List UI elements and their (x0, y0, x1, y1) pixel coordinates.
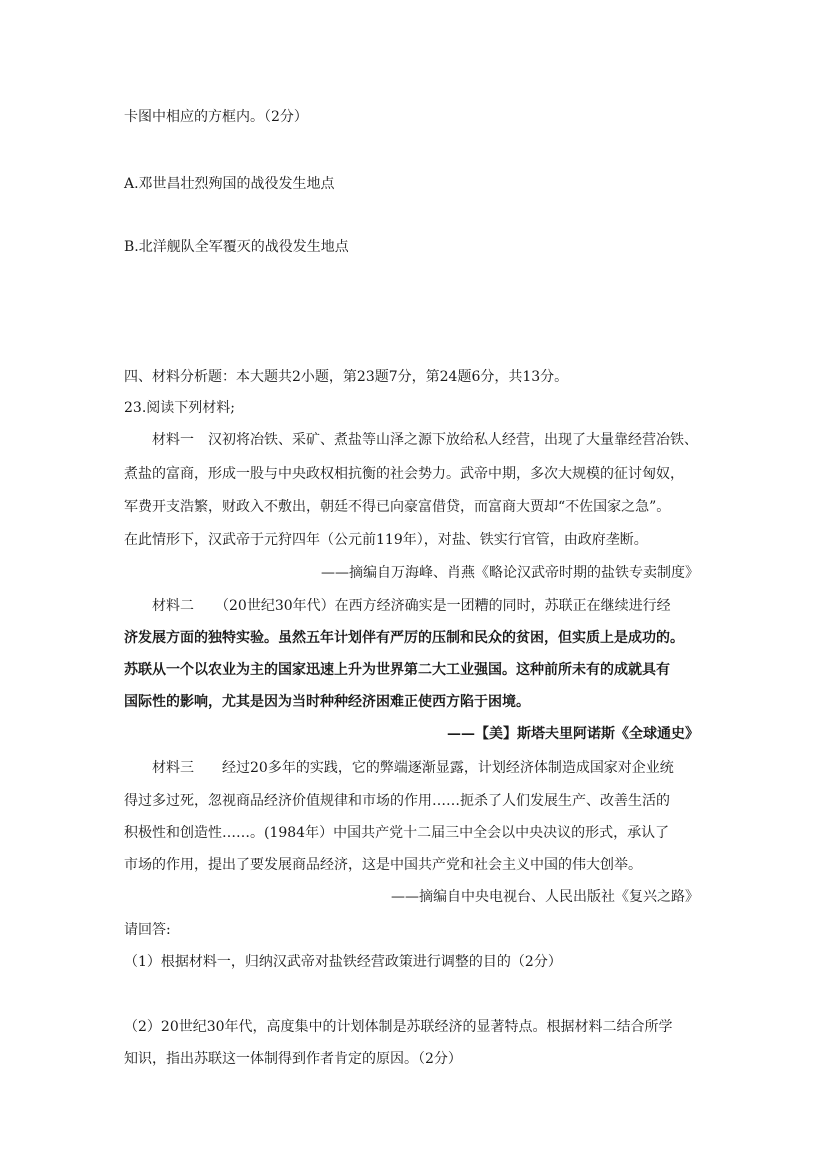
section-4-heading: 四、材料分析题：本大题共2小题，第23题7分，第24题6分，共13分。 (124, 369, 569, 385)
material1-line4: 在此情形下，汉武帝于元狩四年（公元前119年），对盐、铁实行官管，由政府垄断。 (124, 532, 648, 548)
material3-source: ——摘编自中央电视台、人民出版社《复兴之路》 (391, 889, 699, 905)
question22-option-b: B.北洋舰队全军覆灭的战役发生地点 (124, 239, 349, 255)
material1-line1: 材料一 汉初将冶铁、采矿、煮盐等山泽之源下放给私人经营，出现了大量靠经营冶铁、 (124, 432, 698, 448)
question22-instruction-tail: 卡图中相应的方框内。（2分） (124, 109, 308, 125)
material1-source: ——摘编自万海峰、肖燕《略论汉武帝时期的盐铁专卖制度》 (321, 565, 699, 581)
material2-line2: 济发展方面的独特实验。虽然五年计划伴有严厉的压制和民众的贫困，但实质上是成功的。 (124, 630, 684, 646)
material2-line1: 材料二 （20世纪30年代）在西方经济确实是一团糟的同时，苏联正在继续进行经 (124, 598, 671, 614)
material1-line2: 煮盐的富商，形成一股与中央政权相抗衡的社会势力。武帝中期，多次大规模的征讨匈奴， (124, 466, 684, 482)
material2-source: ——【美】斯塔夫里阿诺斯《全球通史》 (447, 726, 699, 742)
material2-line3: 苏联从一个以农业为主的国家迅速上升为世界第二大工业强国。这种前所未有的成就具有 (124, 662, 670, 678)
material3-line1: 材料三 经过20多年的实践，它的弊端逐渐显露，计划经济体制造成国家对企业统 (124, 760, 674, 776)
material2-line4: 国际性的影响，尤其是因为当时种种经济困难正使西方陷于困境。 (124, 694, 530, 710)
subquestion-2-line1: （2）20世纪30年代，高度集中的计划体制是苏联经济的显著特点。根据材料二结合所学 (124, 1019, 673, 1035)
please-answer-label: 请回答: (124, 922, 171, 938)
material3-line4: 市场的作用，提出了要发展商品经济，这是中国共产党和社会主义中国的伟大创举。 (124, 857, 642, 873)
subquestion-1: （1）根据材料一，归纳汉武帝对盐铁经营政策进行调整的目的（2分） (124, 954, 562, 970)
material3-line2: 得过多过死，忽视商品经济价值规律和市场的作用……扼杀了人们发展生产、改善生活的 (124, 793, 670, 809)
question22-option-a: A.邓世昌壮烈殉国的战役发生地点 (124, 176, 335, 192)
material3-line3: 积极性和创造性……。(1984年）中国共产党十二届三中全会以中央决议的形式，承认了 (124, 825, 670, 841)
subquestion-2-line2: 知识，指出苏联这一体制得到作者肯定的原因。（2分） (124, 1051, 462, 1067)
question23-heading: 23.阅读下列材料; (124, 400, 235, 416)
material1-line3: 军费开支浩繁，财政入不敷出，朝廷不得已向豪富借贷，而富商大贾却“不佐国家之急”。 (124, 499, 671, 515)
